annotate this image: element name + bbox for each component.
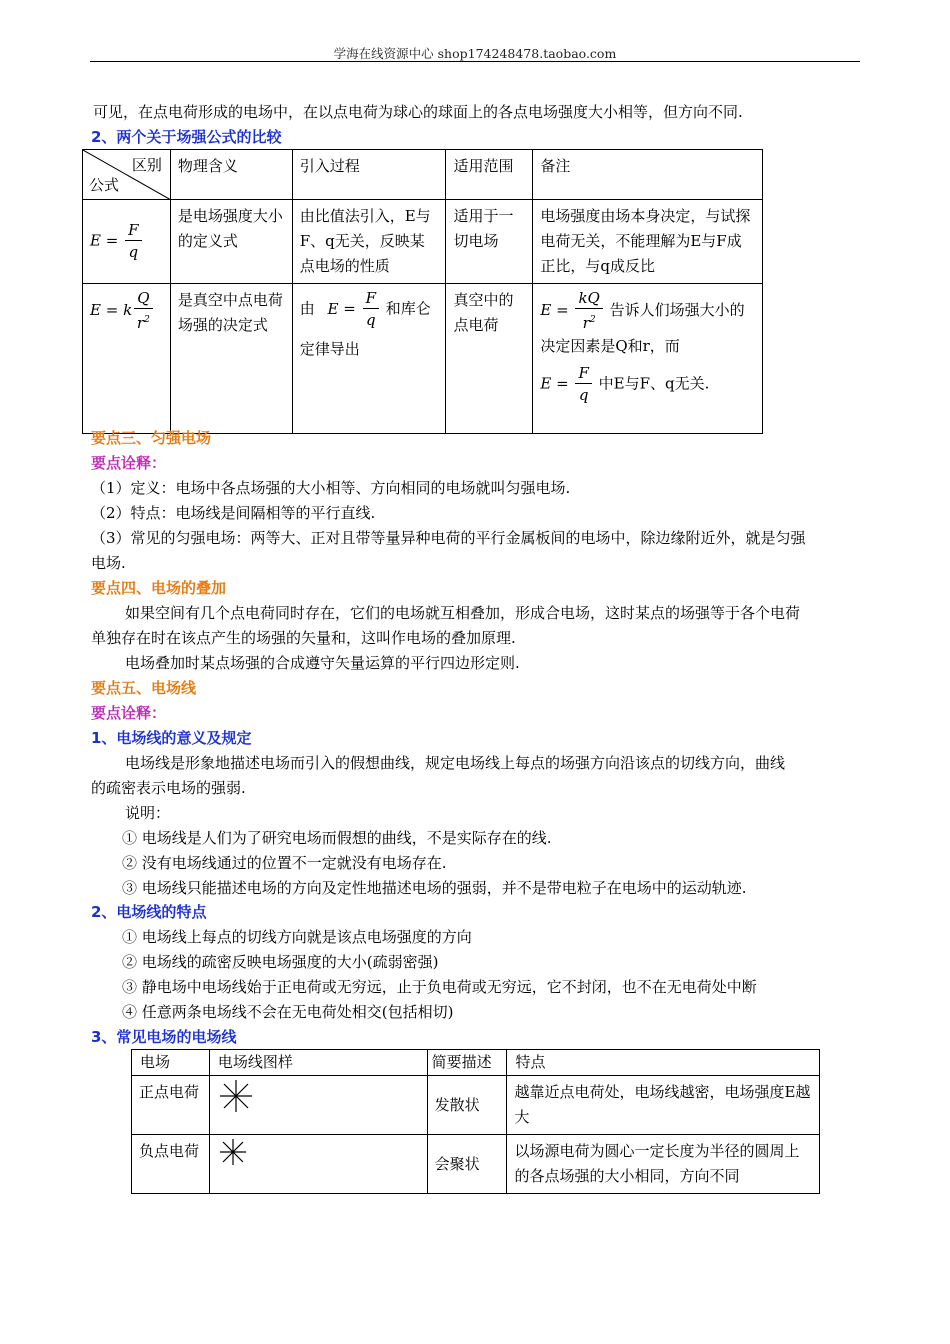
cell-meaning: 是电场强度大小的定义式 [170,200,292,284]
table-row [83,200,763,284]
positive-charge-field-icon [218,1078,254,1114]
fraction: $\frac{F}{q}$ [363,288,379,331]
fraction: $\frac{Q}{r^2}$ [134,288,152,334]
header-scope: 适用范围 [446,150,533,200]
explanation-item3: ③ 电场线只能描述电场的方向及定性地描述电场的强弱，并不是带电粒子在电场中的运动轨迹. [122,879,747,897]
cell-desc: 会聚状 [427,1135,507,1194]
cell-desc: 发散状 [427,1076,507,1135]
table-row [83,284,763,434]
header-field: 电场 [132,1050,210,1076]
fraction: $\frac{kQ}{r^2}$ [575,288,602,334]
cell-scope: 真空中的点电荷 [446,284,533,434]
negative-charge-field-icon [218,1137,248,1167]
point4-para1: 如果空间有几个点电荷同时存在，它们的电场就互相叠加，形成合电场，这时某点的场强等于各个电荷 [125,604,801,622]
meaning-para-cont: 的疏密表示电场的强弱. [91,779,246,797]
formula-compare-table [82,149,763,434]
cell-scope: 适用于一切电场 [446,200,533,284]
header-pattern: 电场线图样 [209,1050,427,1076]
cell-feature: 越靠近点电荷处，电场线越密，电场强度E越大 [507,1076,820,1135]
header-diagonal-cell [83,150,171,200]
point3-item1: （1）定义：电场中各点场强的大小相等、方向相同的电场就叫匀强电场. [91,479,571,497]
point3-item3-cont: 电场. [91,554,126,572]
cell-meaning: 是真空中点电荷场强的决定式 [170,284,292,434]
diag-bottom-label: 公式 [89,176,120,194]
point5-note-label: 要点诠释： [91,704,167,722]
fraction: $\frac{F}{q}$ [125,220,141,263]
explanation-item1: ① 电场线是人们为了研究电场而假想的曲线，不是实际存在的线. [122,829,552,847]
feature-item3: ③ 静电场中电场线始于正电荷或无穷远，止于负电荷或无穷远，它不封闭，也不在无电荷处中断 [122,978,757,996]
subsection-features: 2、电场线的特点 [91,903,207,921]
cell-process: 由比值法引入，E与F、q无关，反映某点电场的性质 [292,200,446,284]
point3-note-label: 要点诠释： [91,454,167,472]
explanation-item2: ② 没有电场线通过的位置不一定就没有电场存在. [122,854,447,872]
formula-point-charge: E = k $\frac{Q}{r^2}$ [83,284,171,434]
fraction: $\frac{F}{q}$ [575,363,591,406]
cell-field: 正点电荷 [132,1076,210,1135]
feature-item4: ④ 任意两条电场线不会在无电荷处相交(包括相切) [122,1003,454,1021]
cell-field: 负点电荷 [132,1135,210,1194]
header-feature: 特点 [507,1050,820,1076]
cell-note: E = $\frac{kQ}{r^2}$ 告诉人们场强大小的决定因素是Q和r，而 E = $\frac{F}{q}$ 中E与F、q无关. [533,284,763,434]
feature-item2: ② 电场线的疏密反映电场强度的大小(疏弱密强) [122,953,439,971]
cell-pattern [209,1076,427,1135]
section-title-formula-compare: 2、两个关于场强公式的比较 [91,128,282,146]
formula-definition: E = $\frac{F}{q}$ [83,200,171,284]
explanation-label: 说明： [125,804,171,822]
header-divider [90,61,860,62]
cell-pattern [209,1135,427,1194]
intro-text: 可见，在点电荷形成的电场中，在以点电荷为球心的球面上的各点电场强度大小相等，但方向不同. [93,103,743,121]
point5-title: 要点五、电场线 [91,679,197,697]
diag-top-label: 区别 [131,156,162,174]
cell-note: 电场强度由场本身决定，与试探电荷无关，不能理解为E与F成正比，与q成反比 [533,200,763,284]
point3-item3: （3）常见的匀强电场：两等大、正对且带等量异种电荷的平行金属板间的电场中，除边缘附近外，就是匀强 [91,529,806,547]
header-meaning: 物理含义 [170,150,292,200]
header-process: 引入过程 [292,150,446,200]
header-desc: 简要描述 [427,1050,507,1076]
point4-para2: 电场叠加时某点场强的合成遵守矢量运算的平行四边形定则. [125,654,520,672]
header-note: 备注 [533,150,763,200]
field-lines-table [131,1049,820,1194]
point4-para1-cont: 单独存在时在该点产生的场强的矢量和，这叫作电场的叠加原理. [91,629,516,647]
cell-process: 由 E = $\frac{F}{q}$ 和库仑 定律导出 [292,284,446,434]
cell-feature: 以场源电荷为圆心一定长度为半径的圆周上的各点场强的大小相同，方向不同 [507,1135,820,1194]
table-row [132,1135,820,1194]
table-row [132,1076,820,1135]
subsection-meaning: 1、电场线的意义及规定 [91,729,252,747]
page-header: 学海在线资源中心 shop174248478.taobao.com [333,46,617,61]
point3-item2: （2）特点：电场线是间隔相等的平行直线. [91,504,376,522]
meaning-para: 电场线是形象地描述电场而引入的假想曲线，规定电场线上每点的场强方向沿该点的切线方向，曲线 [125,754,786,772]
subsection-common-fields: 3、常见电场的电场线 [91,1028,237,1046]
feature-item1: ① 电场线上每点的切线方向就是该点电场强度的方向 [122,928,472,946]
point4-title: 要点四、电场的叠加 [91,579,227,597]
point3-title: 要点三、匀强电场 [91,429,212,447]
